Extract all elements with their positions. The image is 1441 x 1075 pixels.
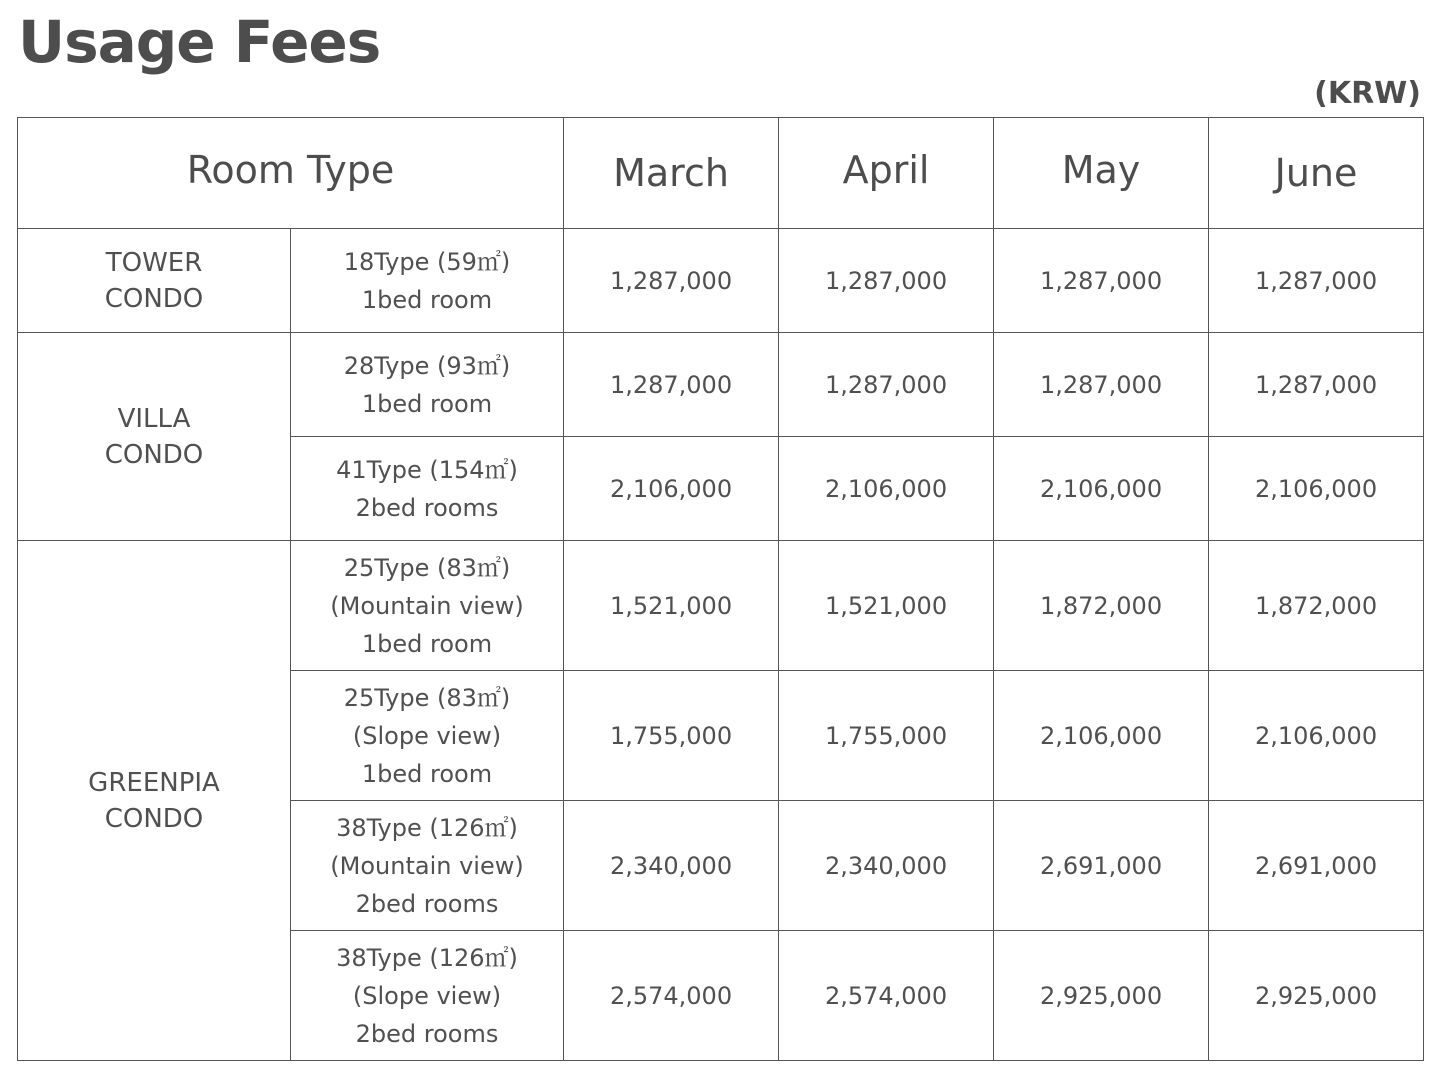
- price-cell: 1,755,000: [564, 671, 779, 801]
- room-type-label: 28Type (93㎡): [343, 351, 511, 380]
- room-type-cell: [291, 229, 564, 333]
- price-cell: 1,287,000: [1209, 229, 1424, 333]
- category-label: CONDO: [104, 439, 204, 470]
- price-cell: 2,106,000: [994, 671, 1209, 801]
- price-cell: 1,287,000: [994, 333, 1209, 437]
- header-room-type: Room Type: [18, 118, 564, 229]
- room-type-label: 1bed room: [361, 285, 493, 314]
- room-type-label: 41Type (154㎡): [336, 455, 518, 484]
- room-type-cell: [291, 801, 564, 931]
- category-cell: [18, 229, 291, 333]
- room-type-label: (Mountain view): [330, 591, 524, 620]
- table-row: [18, 229, 1424, 333]
- room-type-label: 18Type (59㎡): [343, 247, 511, 276]
- price-cell: 2,691,000: [994, 801, 1209, 931]
- header-month: May: [994, 118, 1209, 229]
- room-type-cell: [291, 333, 564, 437]
- category-cell: [18, 541, 291, 1061]
- price-cell: 1,287,000: [1209, 333, 1424, 437]
- room-type-label: 1bed room: [361, 629, 493, 658]
- price-cell: 2,106,000: [779, 437, 994, 541]
- price-cell: 2,691,000: [1209, 801, 1424, 931]
- price-cell: 2,106,000: [994, 437, 1209, 541]
- room-type-label: 1bed room: [361, 759, 493, 788]
- header-month: June: [1209, 118, 1424, 229]
- page-title: Usage Fees: [18, 8, 381, 76]
- price-cell: 1,521,000: [564, 541, 779, 671]
- header-month: April: [779, 118, 994, 229]
- room-type-label: 38Type (126㎡): [336, 943, 518, 972]
- price-cell: 1,872,000: [994, 541, 1209, 671]
- price-cell: 1,287,000: [564, 229, 779, 333]
- price-cell: 1,287,000: [779, 333, 994, 437]
- price-cell: 2,925,000: [1209, 931, 1424, 1061]
- room-type-label: 2bed rooms: [355, 493, 499, 522]
- room-type-cell: [291, 671, 564, 801]
- category-label: CONDO: [104, 283, 204, 314]
- header-month: March: [564, 118, 779, 229]
- price-cell: 1,755,000: [779, 671, 994, 801]
- table-row: [18, 333, 1424, 437]
- price-cell: 2,574,000: [779, 931, 994, 1061]
- room-type-label: 2bed rooms: [355, 889, 499, 918]
- header-row: [18, 118, 1424, 229]
- price-cell: 2,340,000: [564, 801, 779, 931]
- price-cell: 2,340,000: [779, 801, 994, 931]
- price-cell: 1,287,000: [779, 229, 994, 333]
- category-cell: [18, 333, 291, 541]
- category-label: VILLA: [117, 403, 191, 434]
- price-cell: 2,106,000: [564, 437, 779, 541]
- room-type-label: (Slope view): [352, 981, 502, 1010]
- currency-note: (KRW): [1314, 76, 1421, 111]
- table-row: [18, 541, 1424, 671]
- room-type-label: (Mountain view): [330, 851, 524, 880]
- room-type-cell: [291, 931, 564, 1061]
- room-type-label: 25Type (83㎡): [343, 683, 511, 712]
- room-type-cell: [291, 437, 564, 541]
- category-label: GREENPIA: [88, 767, 220, 798]
- room-type-label: 25Type (83㎡): [343, 553, 511, 582]
- price-cell: 2,106,000: [1209, 671, 1424, 801]
- price-cell: 2,106,000: [1209, 437, 1424, 541]
- room-type-label: 2bed rooms: [355, 1019, 499, 1048]
- category-label: CONDO: [104, 803, 204, 834]
- price-cell: 1,521,000: [779, 541, 994, 671]
- price-cell: 1,872,000: [1209, 541, 1424, 671]
- price-cell: 1,287,000: [994, 229, 1209, 333]
- price-cell: 2,574,000: [564, 931, 779, 1061]
- room-type-label: 38Type (126㎡): [336, 813, 518, 842]
- room-type-label: (Slope view): [352, 721, 502, 750]
- price-cell: 1,287,000: [564, 333, 779, 437]
- usage-fees-table: [17, 117, 1424, 1061]
- room-type-label: 1bed room: [361, 389, 493, 418]
- room-type-cell: [291, 541, 564, 671]
- category-label: TOWER: [105, 247, 203, 278]
- price-cell: 2,925,000: [994, 931, 1209, 1061]
